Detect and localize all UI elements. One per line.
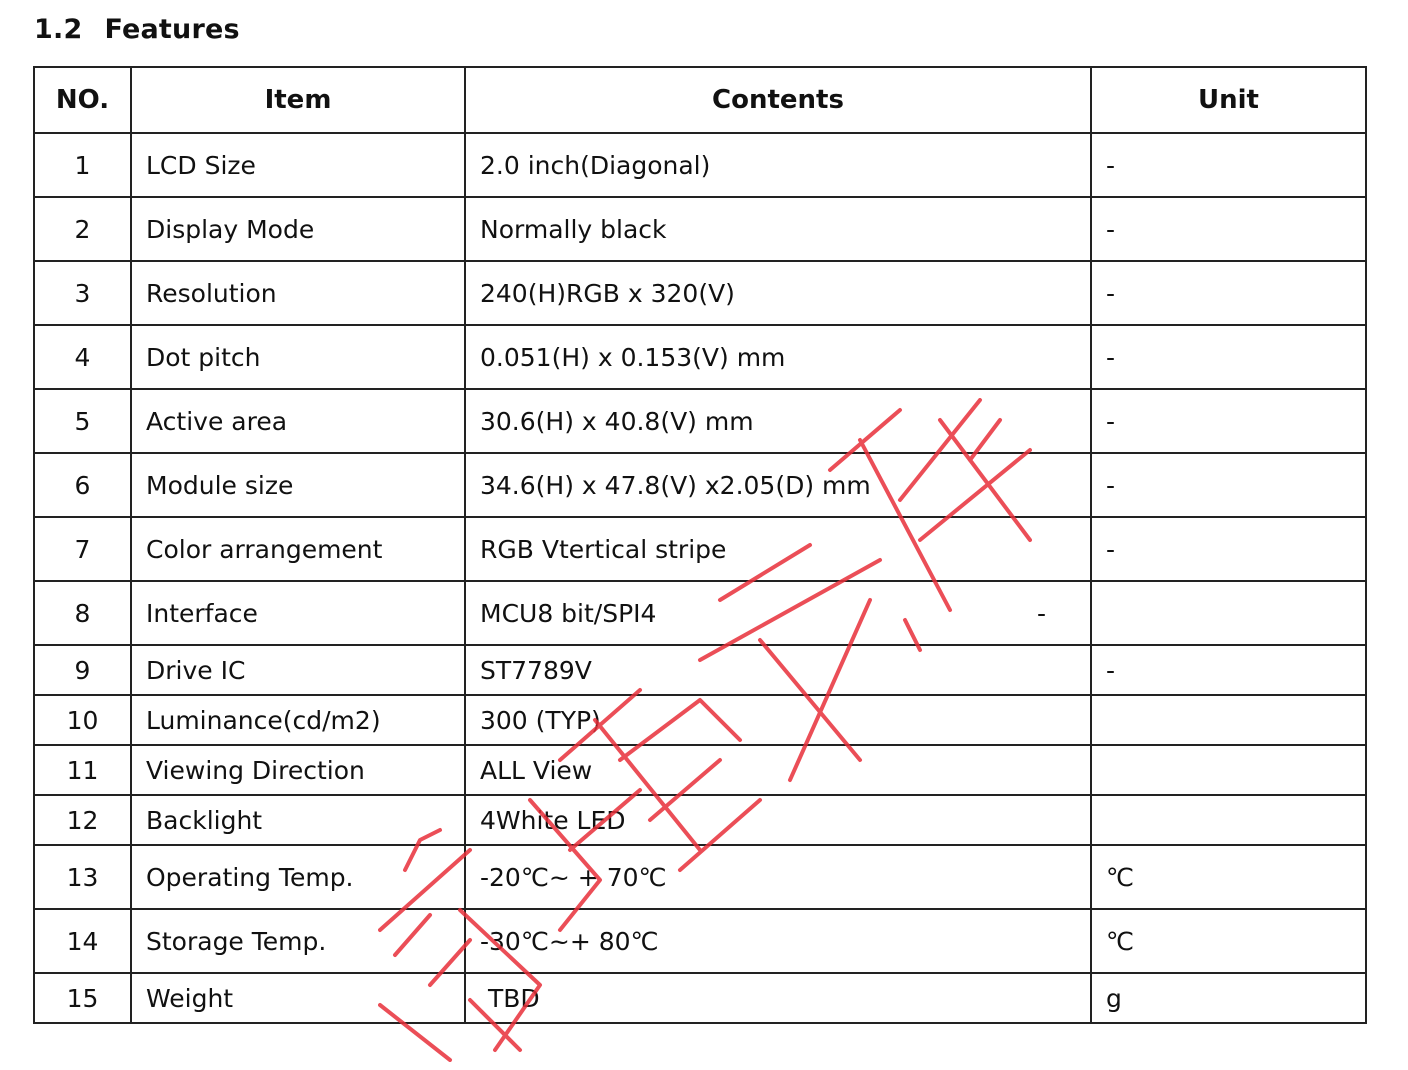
row-contents-dash: - — [1036, 598, 1046, 628]
table-row — [34, 517, 1366, 581]
row-contents: 2.0 inch(Diagonal) — [465, 133, 1091, 197]
row-item: Interface — [131, 581, 465, 645]
row-item: Drive IC — [131, 645, 465, 695]
header-row — [34, 67, 1366, 133]
row-no: 3 — [34, 261, 131, 325]
row-contents: 0.051(H) x 0.153(V) mm — [465, 325, 1091, 389]
row-unit — [1091, 695, 1366, 745]
row-no: 5 — [34, 389, 131, 453]
row-contents: -20℃~ + 70℃ — [465, 845, 1091, 909]
row-item: Display Mode — [131, 197, 465, 261]
row-contents: ALL View — [465, 745, 1091, 795]
table-row — [34, 909, 1366, 973]
row-item: Module size — [131, 453, 465, 517]
row-no: 1 — [34, 133, 131, 197]
row-unit: - — [1091, 453, 1366, 517]
row-no: 2 — [34, 197, 131, 261]
row-item: Viewing Direction — [131, 745, 465, 795]
table-row — [34, 453, 1366, 517]
row-no: 4 — [34, 325, 131, 389]
row-contents: 300 (TYP) — [465, 695, 1091, 745]
row-contents-text: MCU8 bit/SPI4 — [480, 598, 657, 628]
features-table — [33, 66, 1367, 1024]
row-unit: - — [1091, 389, 1366, 453]
row-unit: - — [1091, 517, 1366, 581]
row-no: 8 — [34, 581, 131, 645]
table-row — [34, 845, 1366, 909]
row-contents: RGB Vtertical stripe — [465, 517, 1091, 581]
row-unit: - — [1091, 645, 1366, 695]
row-item: Dot pitch — [131, 325, 465, 389]
row-unit: ℃ — [1091, 845, 1366, 909]
row-unit: - — [1091, 197, 1366, 261]
table-row — [34, 325, 1366, 389]
row-no: 13 — [34, 845, 131, 909]
header-no: NO. — [34, 67, 131, 133]
row-contents: -30℃~+ 80℃ — [465, 909, 1091, 973]
row-unit — [1091, 581, 1366, 645]
row-contents: ST7789V — [465, 645, 1091, 695]
header-unit: Unit — [1091, 67, 1366, 133]
row-item: Backlight — [131, 795, 465, 845]
header-item: Item — [131, 67, 465, 133]
row-contents: 30.6(H) x 40.8(V) mm — [465, 389, 1091, 453]
row-no: 10 — [34, 695, 131, 745]
table-row — [34, 197, 1366, 261]
row-item: Operating Temp. — [131, 845, 465, 909]
table-row — [34, 133, 1366, 197]
row-contents: TBD — [465, 973, 1091, 1023]
row-item: Active area — [131, 389, 465, 453]
table-row — [34, 645, 1366, 695]
section-heading — [34, 14, 240, 45]
row-no: 12 — [34, 795, 131, 845]
table-row — [34, 973, 1366, 1023]
row-item: Weight — [131, 973, 465, 1023]
row-no: 14 — [34, 909, 131, 973]
table-row — [34, 695, 1366, 745]
row-no: 6 — [34, 453, 131, 517]
row-no: 9 — [34, 645, 131, 695]
header-contents: Contents — [465, 67, 1091, 133]
row-no: 11 — [34, 745, 131, 795]
table-row — [34, 581, 1366, 645]
row-contents: 34.6(H) x 47.8(V) x2.05(D) mm — [465, 453, 1091, 517]
row-contents: Normally black — [465, 197, 1091, 261]
row-item: Storage Temp. — [131, 909, 465, 973]
row-item: Color arrangement — [131, 517, 465, 581]
table-row — [34, 261, 1366, 325]
row-item: Luminance(cd/m2) — [131, 695, 465, 745]
row-unit — [1091, 745, 1366, 795]
row-contents: 240(H)RGB x 320(V) — [465, 261, 1091, 325]
row-unit: g — [1091, 973, 1366, 1023]
row-unit: - — [1091, 133, 1366, 197]
table-row — [34, 795, 1366, 845]
section-number: 1.2 — [34, 14, 83, 45]
row-item: Resolution — [131, 261, 465, 325]
table-row — [34, 745, 1366, 795]
row-item: LCD Size — [131, 133, 465, 197]
row-no: 15 — [34, 973, 131, 1023]
row-contents: 4White LED — [465, 795, 1091, 845]
row-contents — [465, 581, 1091, 645]
table-row — [34, 389, 1366, 453]
section-title: Features — [104, 14, 240, 45]
row-unit: - — [1091, 261, 1366, 325]
row-no: 7 — [34, 517, 131, 581]
row-unit — [1091, 795, 1366, 845]
row-unit: - — [1091, 325, 1366, 389]
row-unit: ℃ — [1091, 909, 1366, 973]
